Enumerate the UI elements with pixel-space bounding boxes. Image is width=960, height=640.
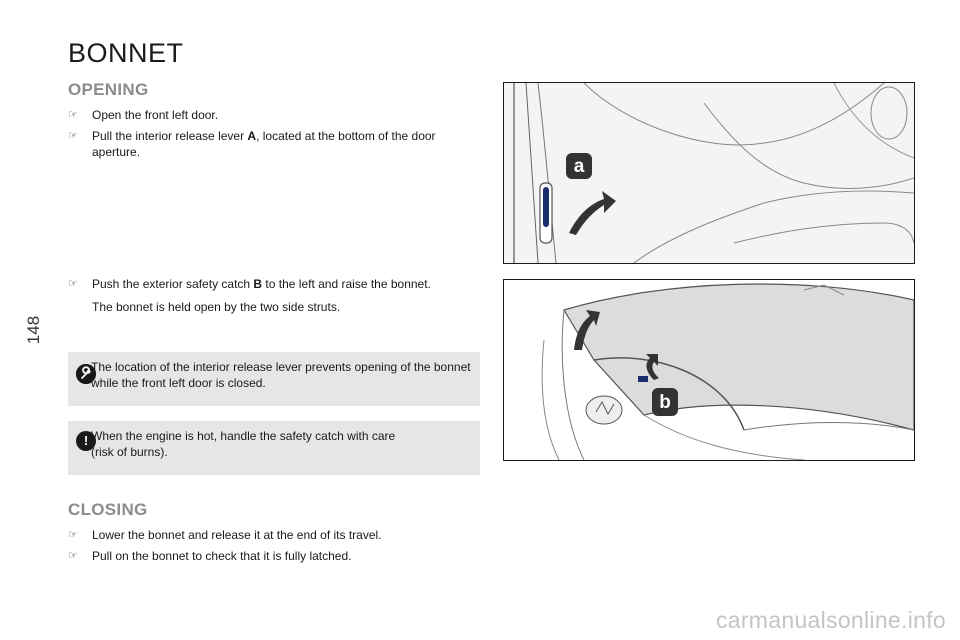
callout-b-badge xyxy=(652,388,678,416)
closing-steps-list xyxy=(68,527,478,569)
notice-text xyxy=(91,428,471,460)
list-item xyxy=(68,107,478,123)
list-item xyxy=(68,548,478,564)
step-text-part: Push the exterior safety catch xyxy=(92,277,254,291)
list-item xyxy=(68,527,478,543)
catch-label: B xyxy=(253,277,263,291)
exterior-safety-catch-illustration xyxy=(503,279,915,461)
opening-heading: OPENING xyxy=(68,80,149,99)
callout-a-label: a xyxy=(573,156,585,177)
exclamation-icon: ! xyxy=(76,431,96,451)
step-text: Lower the bonnet and release it at the end of its travel. xyxy=(92,528,382,542)
page-title: BONNET xyxy=(68,38,184,68)
step-text xyxy=(92,276,478,292)
opening-steps-list xyxy=(68,107,478,165)
pointing-hand-icon: ☞ xyxy=(68,529,78,541)
info-notice xyxy=(68,352,480,406)
step-text-part: to the left and raise the bonnet. xyxy=(262,277,431,291)
pointing-hand-icon: ☞ xyxy=(68,278,78,290)
warning-notice xyxy=(68,421,480,475)
callout-a-badge xyxy=(566,153,592,179)
list-item xyxy=(68,128,478,160)
watermark[interactable]: carmanualsonline.info xyxy=(715,607,946,633)
notice-text: The location of the interior release lever prevents opening of the bonnet while the front left door is closed. xyxy=(91,360,471,390)
page-number: 148 xyxy=(24,315,43,345)
step-text: Pull on the bonnet to check that it is fully latched. xyxy=(92,549,352,563)
interior-release-lever-illustration xyxy=(503,82,915,264)
pointing-hand-icon: ☞ xyxy=(68,130,78,142)
notice-text-line: (risk of burns). xyxy=(91,445,168,459)
step-text-part: Pull the interior release lever xyxy=(92,129,248,143)
list-item xyxy=(68,276,478,292)
pointing-hand-icon: ☞ xyxy=(68,109,78,121)
step-text xyxy=(92,128,478,160)
lever-label: A xyxy=(247,129,257,143)
opening-steps-list-2 xyxy=(68,276,478,297)
closing-heading: CLOSING xyxy=(68,500,148,519)
callout-b-label: b xyxy=(659,392,671,413)
pointing-hand-icon: ☞ xyxy=(68,550,78,562)
notice-text-line: When the engine is hot, handle the safety catch with care xyxy=(91,429,396,443)
step-text: Open the front left door. xyxy=(92,108,219,122)
step-note: The bonnet is held open by the two side struts. xyxy=(92,300,341,314)
step-text-part: , located at the bottom of the door aperture. xyxy=(92,129,436,159)
